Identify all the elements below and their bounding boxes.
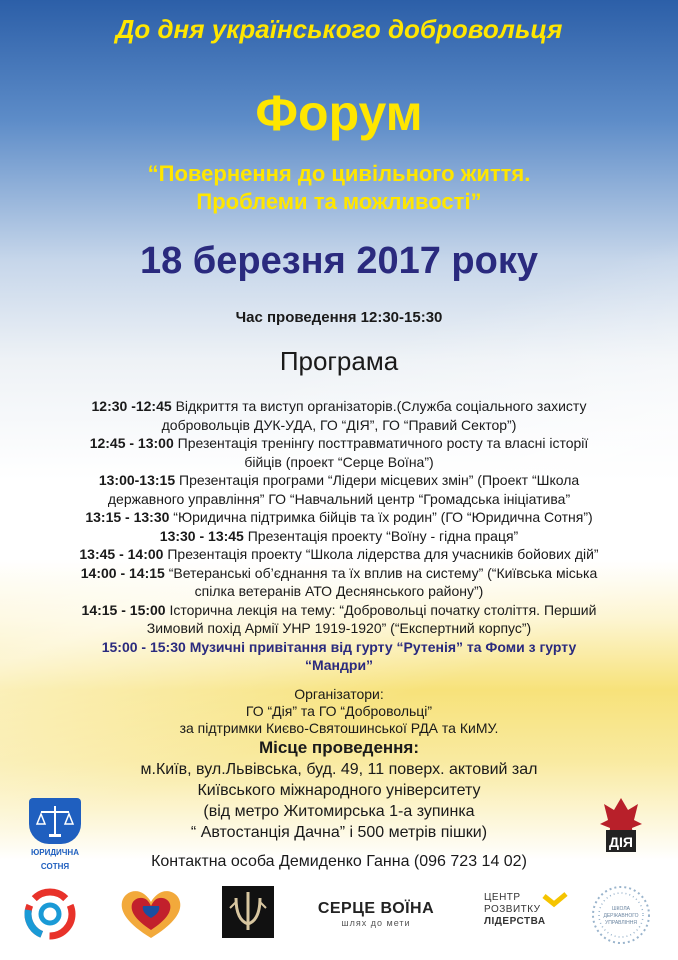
scales-icon	[29, 798, 81, 844]
schedule-text: добровольців ДУК-УДА, ГО “ДІЯ”, ГО “Правий Сектор”)	[161, 416, 517, 433]
forum-title: Форум	[255, 85, 423, 141]
schedule-text: Презентація проекту “Воїну - гідна праця”	[247, 527, 519, 544]
organizers-block	[0, 686, 678, 843]
schedule-line	[30, 527, 648, 546]
leadership-line-3: ЛІДЕРСТВА	[484, 916, 546, 927]
venue-directions: (від метро Житомирська 1-а зупинка	[203, 803, 475, 820]
subtitle-line-1: “Повернення до цивільного життя.	[147, 161, 531, 186]
event-date: 18 березня 2017 року	[139, 240, 539, 282]
event-time: Час проведення 12:30-15:30	[235, 309, 443, 326]
diya-logo-text: ДІЯ	[609, 834, 633, 850]
school-logo-text-1: ШКОЛА	[612, 906, 630, 912]
venue-university: Київського міжнародного університету	[197, 782, 481, 799]
schedule-time: 15:00 - 15:30	[101, 638, 186, 655]
leadership-line-1: ЦЕНТР	[484, 892, 521, 903]
schedule-text: “Мандри”	[304, 657, 374, 673]
schedule-text: “Ветеранські об’єднання та їх вплив на систему” (“Київська міська	[168, 564, 598, 581]
schedule-time: 13:00-13:15	[98, 472, 176, 488]
schedule-line	[30, 564, 648, 583]
leadership-center-logo	[484, 892, 576, 942]
schedule-line	[30, 434, 648, 453]
schedule-line	[30, 582, 648, 601]
organizers-heading: Організатори:	[294, 686, 384, 702]
schedule-text: Презентація програми “Лідери місцевих змін” (Проект “Школа	[179, 472, 580, 488]
chevron-icon	[540, 892, 570, 914]
schedule-text: “Юридична підтримка бійців та їх родин” (ГО “Юридична Сотня”)	[173, 509, 593, 525]
schedule-time: 13:30 - 13:45	[159, 527, 244, 544]
schedule-line	[30, 416, 648, 435]
heart-map-logo	[118, 888, 184, 942]
venue-address: м.Київ, вул.Львівська, буд. 49, 11 поверх. актовий зал	[140, 761, 538, 778]
serce-voina-name: СЕРЦЕ ВОЇНА	[317, 900, 435, 917]
schedule-line	[30, 619, 648, 638]
schedule-line	[30, 656, 648, 675]
yurydychna-sotnia-logo	[26, 798, 84, 872]
schedule-time: 14:15 - 15:00	[81, 601, 166, 618]
schedule-text: Історична лекція на тему: “Добровольці початку століття. Перший	[169, 601, 597, 618]
serce-voina-logo	[316, 900, 436, 938]
yurydychna-caption-2: СОТНЯ	[40, 862, 70, 871]
schedule-line	[30, 471, 648, 490]
venue-directions-2: “ Автостанція Дачна” і 500 метрів пішки)	[190, 824, 488, 841]
schedule-line	[30, 508, 648, 527]
yurydychna-caption-1: ЮРИДИЧНА	[31, 848, 79, 857]
schedule-time: 12:45 - 13:00	[89, 435, 174, 451]
event-occasion: До дня українського добровольця	[115, 14, 563, 44]
schedule-line	[30, 545, 648, 564]
schedule-text: Презентація проекту “Школа лідерства для учасників бойових дій”	[167, 546, 599, 562]
subtitle-line-2: Проблеми та можливості”	[196, 189, 482, 214]
schedule-line	[30, 490, 648, 509]
schedule-time: 14:00 - 14:15	[80, 564, 165, 581]
schedule-text: Зимовий похід Армії УНР 1919-1920” (“Експертний корпус”)	[146, 620, 532, 636]
schedule-time: 13:45 - 14:00	[79, 546, 164, 562]
schedule-line	[30, 601, 648, 620]
organizers-support: за підтримки Києво-Святошинської РДА та КиМУ.	[179, 720, 499, 736]
schedule-line	[30, 397, 648, 416]
schedule-text: державного управління” ГО “Навчальний центр “Громадська ініціатива”	[107, 490, 571, 507]
school-of-governance-logo	[590, 884, 652, 946]
school-logo-text-3: УПРАВЛІННЯ	[605, 920, 637, 926]
serce-voina-slogan: шлях до мети	[341, 918, 411, 928]
diya-logo	[598, 796, 644, 860]
circle-logo	[24, 888, 76, 940]
schedule-text: Презентація тренінгу посттравматичного росту та власні історії	[177, 435, 589, 451]
program-heading: Програма	[279, 346, 399, 376]
schedule-text: спілка ветеранів АТО Деснянського району”)	[194, 583, 484, 599]
schedule-time: 13:15 - 13:30	[85, 509, 170, 525]
forum-subtitle	[0, 160, 678, 216]
schedule-line	[30, 453, 648, 472]
leadership-line-2: РОЗВИТКУ	[484, 904, 541, 915]
trident-logo	[222, 886, 274, 938]
school-logo-text-2: ДЕРЖАВНОГО	[603, 913, 639, 919]
schedule-time: 12:30 -12:45	[91, 398, 172, 414]
contact-person: Контактна особа Демиденко Ганна (096 723 14 02)	[151, 853, 527, 870]
schedule-line	[30, 638, 648, 657]
organizers-line: ГО “Дія” та ГО “Добровольці”	[245, 703, 433, 719]
schedule-text: Відкриття та виступ організаторів.(Служба соціального захисту	[175, 398, 587, 414]
schedule-text: Музичні привітання від гурту “Рутенія” та Фоми з гурту	[189, 638, 577, 655]
venue-heading: Місце проведення:	[258, 738, 420, 757]
schedule	[30, 397, 648, 675]
schedule-text: бійців (проект “Серце Воїна”)	[244, 453, 434, 470]
